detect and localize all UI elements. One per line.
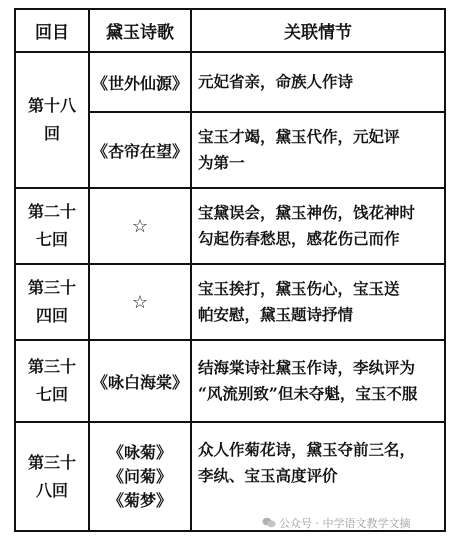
- table-row: [15, 340, 445, 422]
- poem-cell: [89, 52, 191, 112]
- chapter-text: 第三十: [27, 357, 76, 376]
- plot-text: 李纨、宝玉高度评价: [198, 466, 338, 485]
- wechat-icon: [262, 517, 276, 528]
- chapter-text: 第三十: [27, 278, 76, 297]
- plot-text: 宝黛误会，黛玉神伤，饯花神时: [198, 203, 416, 222]
- poem-cell: [89, 112, 191, 188]
- header-poem: 黛玉诗歌: [89, 9, 191, 52]
- header-chapter: 回目: [15, 9, 89, 52]
- chapter-text: 第二十: [27, 202, 76, 221]
- chapter-text: 七回: [35, 385, 68, 404]
- table-row: [15, 52, 445, 112]
- header-plot: 关联情节: [191, 9, 445, 52]
- plot-cell: [191, 340, 445, 422]
- poem-cell: [89, 422, 191, 531]
- plot-text: 众人作菊花诗，黛玉夺前三名，: [198, 440, 416, 459]
- poem-title: 《菊梦》: [107, 490, 172, 510]
- poem-table: [14, 8, 446, 532]
- chapter-text: 八回: [35, 480, 68, 500]
- plot-text: 元妃省亲，命族人作诗: [198, 72, 354, 91]
- poem-title: 《咏白海棠》: [91, 372, 188, 392]
- chapter-text: 回: [43, 124, 60, 143]
- poem-cell: [89, 264, 191, 340]
- plot-cell: [191, 264, 445, 340]
- plot-text: 帕安慰，黛玉题诗抒情: [198, 305, 354, 324]
- chapter-cell: [15, 422, 89, 531]
- poem-title: 《问菊》: [107, 466, 172, 486]
- poem-cell: [89, 188, 191, 264]
- chapter-cell: [15, 264, 89, 340]
- plot-cell: [191, 52, 445, 112]
- chapter-cell: [15, 188, 89, 264]
- chapter-text: 七回: [35, 230, 68, 249]
- poem-title: 《咏菊》: [107, 442, 172, 462]
- chapter-text: 第三十: [27, 452, 76, 472]
- header-row: [15, 9, 445, 52]
- chapter-cell: [15, 52, 89, 188]
- plot-cell: [191, 188, 445, 264]
- watermark-text: 公众号 · 中学语文教学文摘: [279, 517, 411, 530]
- plot-cell: [191, 112, 445, 188]
- star-icon: ☆: [131, 291, 149, 313]
- table-row: [15, 264, 445, 340]
- chapter-text: 第十八: [27, 96, 76, 115]
- plot-text: 勾起伤春愁思，感花伤己而作: [198, 229, 400, 248]
- star-icon: ☆: [131, 215, 149, 237]
- poem-cell: [89, 340, 191, 422]
- table-row: [15, 188, 445, 264]
- poem-table-container: [14, 8, 444, 530]
- chapter-text: 四回: [35, 306, 68, 325]
- poem-title: 《杏帘在望》: [91, 141, 188, 161]
- plot-text: 结海棠诗社黛玉作诗，李纨评为: [198, 358, 416, 377]
- plot-text: “风流别致”但未夺魁，宝玉不服: [198, 384, 418, 403]
- poem-title: 《世外仙源》: [91, 73, 188, 93]
- watermark: [262, 515, 411, 531]
- plot-text: 宝玉挨打，黛玉伤心，宝玉送: [198, 279, 400, 298]
- chapter-cell: [15, 340, 89, 422]
- plot-text: 为第一: [198, 153, 245, 172]
- plot-text: 宝玉才竭，黛玉代作，元妃评: [198, 127, 400, 146]
